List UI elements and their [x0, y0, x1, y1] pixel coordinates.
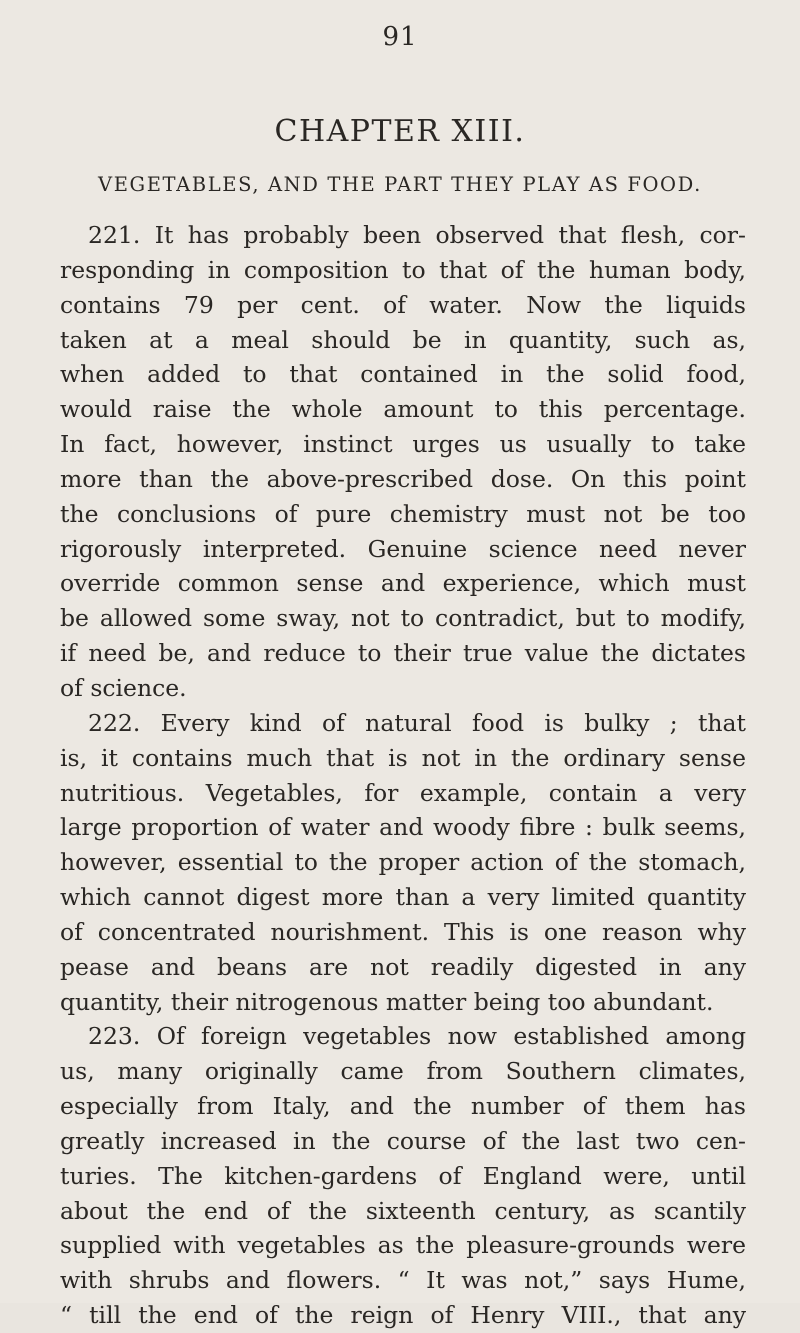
text-line: nutritious. Vegetables, for example, contain a very [60, 778, 746, 807]
text-line: more than the above-prescribed dose. On this point [60, 464, 746, 493]
text-line: greatly increased in the course of the last two cen- [60, 1126, 746, 1155]
text-line: of science. [60, 673, 187, 702]
text-line: rigorously interpreted. Genuine science need never [60, 534, 746, 563]
text-line: which cannot digest more than a very limited quantity [60, 883, 746, 912]
text-line: with shrubs and flowers. “ It was not,” says Hume, [60, 1266, 746, 1295]
text-line: contains 79 per cent. of water. Now the liquids [60, 290, 746, 319]
text-line: “ till the end of the reign of Henry VIII., that any [60, 1301, 746, 1330]
text-line: especially from Italy, and the number of them has [60, 1092, 746, 1121]
chapter-title: CHAPTER XIII. [274, 114, 526, 149]
text-line: 222. Every kind of natural food is bulky ; that [88, 708, 746, 737]
text-line: of concentrated nourishment. This is one reason why [60, 917, 746, 946]
text-line: large proportion of water and woody fibre : bulk seems, [60, 813, 746, 842]
text-line: override common sense and experience, which must [60, 569, 746, 598]
text-line: the conclusions of pure chemistry must not be too [60, 499, 746, 528]
text-line: when added to that contained in the solid food, [60, 360, 746, 389]
page-number: 91 [382, 22, 418, 52]
text-line: is, it contains much that is not in the ordinary sense [60, 743, 746, 772]
text-line: if need be, and reduce to their true value the dictates [60, 639, 746, 668]
text-line: 223. Of foreign vegetables now established among [88, 1022, 746, 1051]
text-line: In fact, however, instinct urges us usually to take [60, 430, 746, 459]
text-line: however, essential to the proper action of the stomach, [60, 848, 746, 877]
text-line: quantity, their nitrogenous matter being too abundant. [60, 987, 714, 1016]
text-line: 221. It has probably been observed that flesh, cor- [88, 221, 746, 249]
text-line: us, many originally came from Southern climates, [60, 1057, 746, 1086]
text-line: responding in composition to that of the human body, [60, 255, 746, 284]
text-line: about the end of the sixteenth century, as scantily [60, 1196, 746, 1225]
text-line: taken at a meal should be in quantity, such as, [60, 325, 746, 354]
text-line: would raise the whole amount to this percentage. [60, 395, 746, 424]
chapter-subtitle: VEGETABLES, AND THE PART THEY PLAY AS FOOD. [98, 173, 702, 196]
text-line: turies. The kitchen-gardens of England were, until [60, 1161, 746, 1190]
text-line: be allowed some sway, not to contradict, but to modify, [60, 604, 746, 633]
text-line: supplied with vegetables as the pleasure-grounds were [60, 1231, 746, 1260]
body-text [60, 218, 746, 1333]
text-line: pease and beans are not readily digested in any [60, 952, 746, 981]
